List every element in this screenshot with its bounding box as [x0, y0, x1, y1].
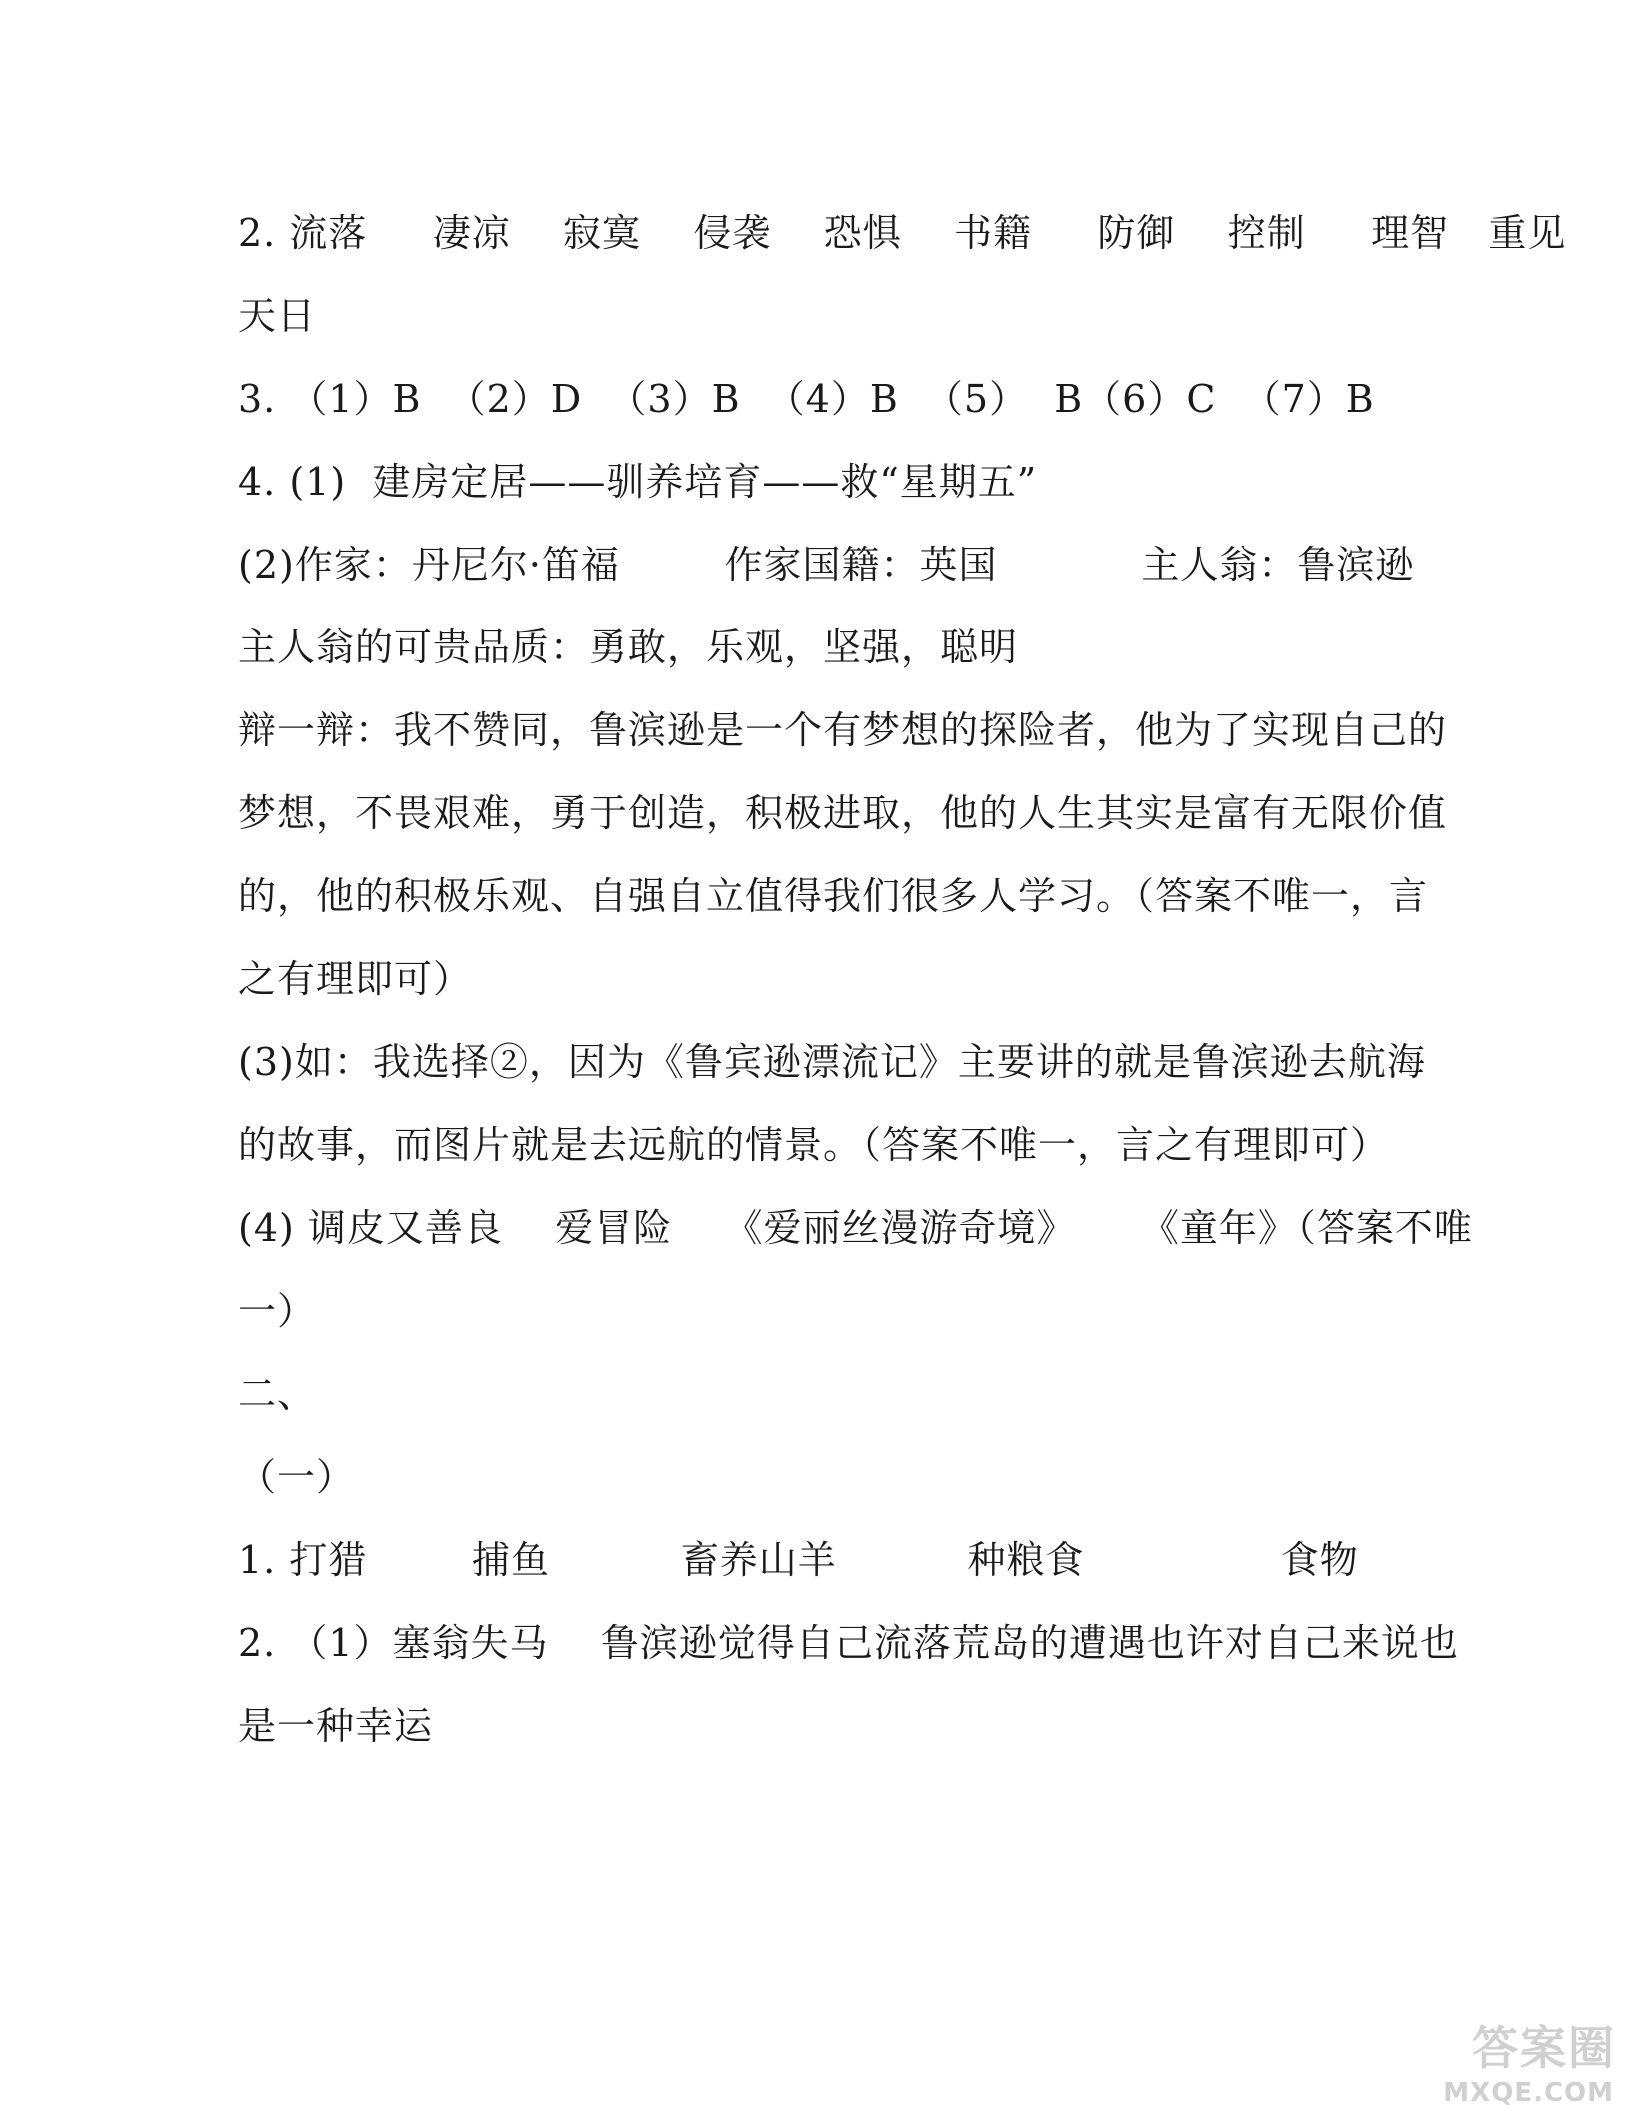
- subsection-heading-1: （一）: [238, 1455, 356, 1499]
- answer-line-2-cont: 天日: [238, 294, 317, 338]
- answer-line-s2-2-cont: 是一种幸运: [238, 1704, 434, 1748]
- watermark-logo: 答案圈: [1472, 2021, 1616, 2075]
- answer-line-debate-cont2: 的，他的积极乐观、自强自立值得我们很多人学习。（答案不唯一，言: [238, 874, 1429, 918]
- answer-line-3: 3. （1）B （2）D （3）B （4）B （5） B（6）C （7）B: [238, 377, 1375, 421]
- section-heading-2: 二、: [238, 1372, 317, 1416]
- answer-line-4-3-cont: 的故事，而图片就是去远航的情景。（答案不唯一，言之有理即可）: [238, 1123, 1390, 1167]
- answer-line-4-2-quality: 主人翁的可贵品质：勇敢，乐观，坚强，聪明: [238, 625, 1019, 669]
- watermark-url: MXQE.COM: [1443, 2078, 1614, 2108]
- watermark: [1412, 2012, 1622, 2108]
- answer-line-s2-2: 2. （1）塞翁失马 鲁滨逊觉得自己流落荒岛的遭遇也许对自己来说也: [238, 1621, 1459, 1665]
- answer-line-2: 2. 流落 凄凉 寂寞 侵袭 恐惧 书籍 防御 控制 理智 重见: [238, 211, 1567, 255]
- answer-line-debate: 辩一辩：我不赞同，鲁滨逊是一个有梦想的探险者，他为了实现自己的: [238, 708, 1448, 752]
- answer-line-debate-cont1: 梦想，不畏艰难，勇于创造，积极进取，他的人生其实是富有无限价值: [238, 791, 1448, 835]
- answer-line-4-4-cont: 一）: [238, 1289, 317, 1333]
- answer-line-4-4: (4) 调皮又善良 爱冒险 《爱丽丝漫游奇境》 《童年》（答案不唯: [238, 1206, 1473, 1250]
- answer-line-4-3: (3)如：我选择②，因为《鲁宾逊漂流记》主要讲的就是鲁滨逊去航海: [238, 1040, 1426, 1084]
- answer-line-4-1: 4. (1) 建房定居——驯养培育——救“星期五”: [238, 460, 1038, 504]
- answer-line-s2-1: 1. 打猎 捕鱼 畜养山羊 种粮食 食物: [238, 1538, 1359, 1582]
- answer-line-debate-cont3: 之有理即可）: [238, 957, 473, 1001]
- answer-line-4-2: (2)作家：丹尼尔·笛福 作家国籍：英国 主人翁：鲁滨逊: [238, 543, 1415, 587]
